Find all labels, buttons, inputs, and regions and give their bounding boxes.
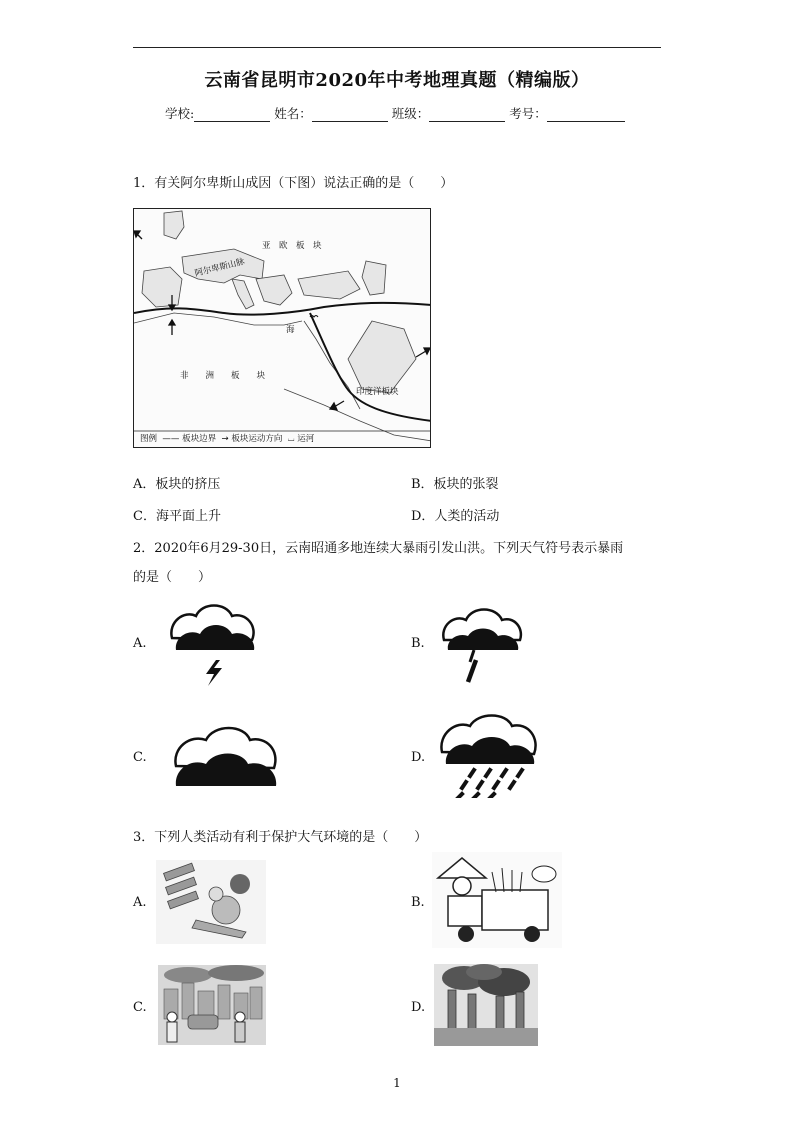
- q1-option-b[interactable]: B．板块的张裂: [411, 477, 499, 492]
- arabia-shape: [348, 321, 416, 393]
- exam-no-label: 考号：: [509, 106, 547, 121]
- class-label: 班级：: [391, 106, 430, 121]
- british-isles-shape: [164, 211, 184, 239]
- alps-label: 阿尔卑斯山脉: [193, 256, 246, 279]
- balkans-shape: [256, 275, 292, 305]
- iberia-shape: [142, 267, 182, 307]
- map-legend: 图例 —— 板块边界 → 板块运动方向 ⌴ 运河: [140, 434, 315, 444]
- logging-illustration[interactable]: [156, 860, 266, 944]
- overcast-icon[interactable]: [170, 722, 282, 788]
- green-transport-illustration[interactable]: [432, 852, 562, 948]
- q2-label-c[interactable]: C.: [133, 750, 147, 765]
- thunderstorm-icon[interactable]: [166, 600, 258, 688]
- q1-option-a[interactable]: A．板块的挤压: [133, 477, 221, 492]
- top-rule: [133, 47, 661, 48]
- q3-label-b[interactable]: B.: [411, 895, 425, 910]
- legend-direction: 板块运动方向: [231, 434, 283, 444]
- student-info-line: [165, 104, 625, 122]
- school-blank[interactable]: [194, 107, 270, 122]
- q2-label-d[interactable]: D.: [411, 750, 426, 765]
- plate-boundary-north: [134, 303, 431, 315]
- page-number: 1: [393, 1076, 401, 1090]
- exam-no-blank[interactable]: [547, 107, 625, 122]
- legend-boundary: 板块边界: [182, 434, 217, 444]
- q3-stem: 3．下列人类活动有利于保护大气环境的是（ ）: [133, 830, 428, 845]
- q3-label-a[interactable]: A.: [133, 895, 147, 910]
- q2-label-b[interactable]: B.: [411, 636, 425, 651]
- q3-label-d[interactable]: D.: [411, 1000, 426, 1015]
- anatolia-shape: [298, 271, 360, 299]
- factory-smoke-illustration[interactable]: [434, 964, 538, 1046]
- sea-label: 海: [286, 325, 295, 335]
- africa-plate-label: 非 洲 板 块: [180, 371, 266, 381]
- city-smog-illustration[interactable]: [158, 965, 266, 1045]
- name-label: 姓名：: [274, 106, 312, 121]
- class-blank[interactable]: [429, 107, 505, 122]
- q1-option-c[interactable]: C．海平面上升: [133, 509, 221, 524]
- q1-stem: 1．有关阿尔卑斯山成因（下图）说法正确的是（ ）: [133, 176, 454, 191]
- name-blank[interactable]: [312, 107, 388, 122]
- plate-map: [133, 208, 431, 448]
- q3-label-c[interactable]: C.: [133, 1000, 147, 1015]
- italy-shape: [232, 279, 254, 309]
- light-rain-icon[interactable]: [440, 606, 524, 684]
- q2-label-a[interactable]: A.: [133, 636, 147, 651]
- rainstorm-icon[interactable]: [438, 712, 540, 798]
- q2-stem-line2: 的是（ ）: [133, 570, 212, 585]
- legend-title: 图例: [140, 434, 158, 444]
- legend-canal: 运河: [297, 434, 315, 444]
- q1-option-d[interactable]: D．人类的活动: [411, 509, 500, 524]
- q2-stem-line1: 2．2020年6月29-30日，云南昭通多地连续大暴雨引发山洪。下列天气符号表示暴雨: [133, 541, 624, 556]
- indian-plate-label: 印度洋板块: [356, 387, 399, 397]
- page-title: 云南省昆明市2020年中考地理真题（精编版）: [204, 70, 590, 91]
- caspian-shape: [362, 261, 386, 295]
- eurasia-plate-label: 亚 欧 板 块: [262, 241, 322, 251]
- school-label: 学校:: [165, 106, 195, 121]
